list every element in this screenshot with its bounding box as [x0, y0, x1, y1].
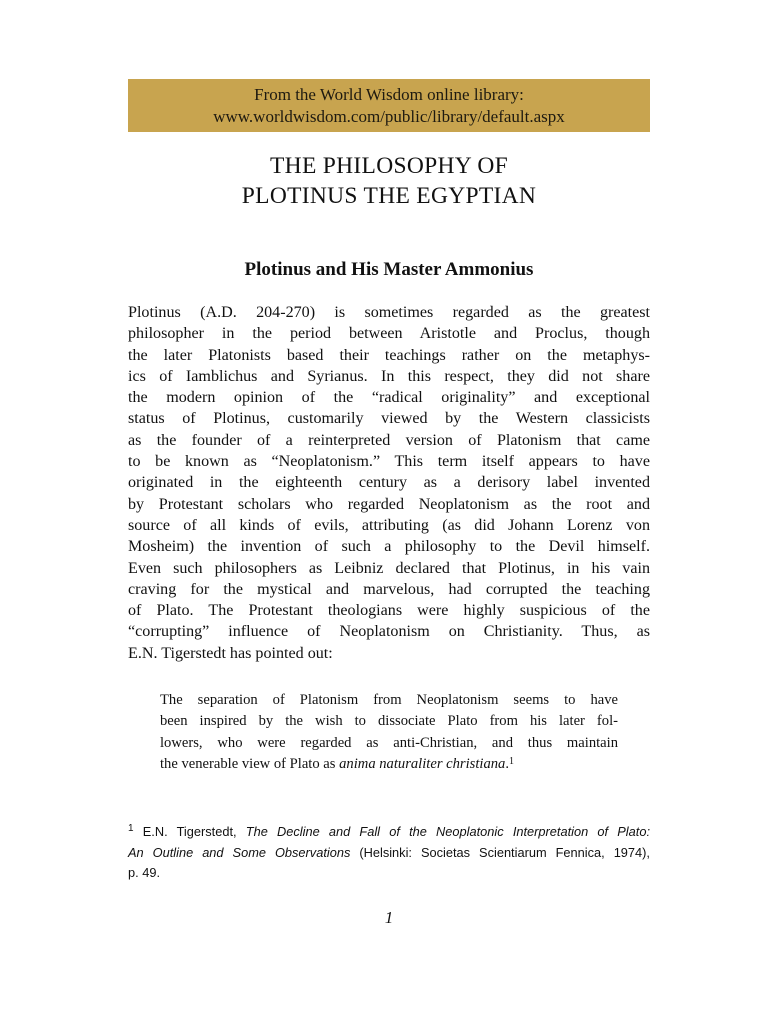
footnote-title-1: The Decline and Fall of the Neoplatonic Interpretation of Plato: — [245, 824, 650, 839]
quote-line: been inspired by the wish to dissociate Plato from his later fol- — [160, 713, 618, 730]
quote-period: . — [505, 756, 509, 773]
body-line: originated in the eighteenth century as a derisory label invented — [128, 474, 650, 492]
quote-line: lowers, who were regarded as anti-Christian, and thus maintain — [160, 734, 618, 751]
page-title — [128, 151, 650, 211]
page-number: 1 — [384, 908, 394, 927]
library-banner — [128, 79, 650, 132]
block-quote — [160, 690, 618, 776]
body-line: Plotinus (A.D. 204-270) is sometimes regarded as the greatest — [128, 304, 650, 321]
footnote-author: E.N. Tigerstedt, — [133, 824, 246, 839]
title-line-2: PLOTINUS THE EGYPTIAN — [241, 183, 537, 209]
footnote — [128, 822, 650, 884]
body-line: ics of Iamblichus and Syrianus. In this respect, they did not share — [128, 367, 650, 385]
footnote-page: p. 49. — [128, 865, 161, 880]
body-line: the later Platonists based their teachings rather on the metaphys- — [128, 346, 650, 364]
body-line: source of all kinds of evils, attributing (as did Johann Lorenz von — [128, 516, 650, 534]
body-line: Mosheim) the invention of such a philosophy to the Devil himself. — [128, 538, 650, 556]
banner-line-1: From the World Wisdom online library: — [254, 84, 524, 104]
body-line: of Plato. The Protestant theologians were highly suspicious of the — [128, 602, 650, 620]
footnote-title-2: An Outline and Some Observations — [128, 844, 351, 860]
body-line: by Protestant scholars who regarded Neoplatonism as the root and — [128, 495, 650, 513]
quote-italic-phrase: anima naturaliter christiana — [339, 756, 506, 773]
body-paragraph — [128, 302, 650, 664]
body-line: Even such philosophers as Leibniz declared that Plotinus, in his vain — [128, 559, 650, 577]
body-line: status of Plotinus, customarily viewed by the Western classicists — [128, 410, 650, 428]
body-line: to be known as “Neoplatonism.” This term itself appears to have — [128, 453, 650, 471]
footnote-line — [128, 843, 650, 864]
body-line: philosopher in the period between Aristotle and Proclus, though — [128, 325, 650, 343]
body-line: craving for the mystical and marvelous, had corrupted the teaching — [128, 580, 650, 598]
quote-last-text: the venerable view of Plato as — [160, 756, 340, 773]
quote-line — [160, 754, 618, 775]
quote-line: The separation of Platonism from Neoplatonism seems to have — [160, 692, 618, 708]
footnote-publisher: (Helsinki: Societas Scientiarum Fennica, 1974), — [350, 844, 650, 860]
banner-url[interactable]: www.worldwisdom.com/public/library/default.aspx — [213, 106, 565, 126]
footnote-line — [128, 822, 650, 843]
footnote-reference[interactable]: 1 — [509, 756, 514, 768]
title-line-1: THE PHILOSOPHY OF — [270, 153, 508, 179]
body-line: E.N. Tigerstedt has pointed out: — [128, 644, 333, 662]
footnote-mark: 1 — [128, 823, 134, 834]
body-line: “corrupting” influence of Neoplatonism on Christianity. Thus, as — [128, 623, 650, 641]
body-line: the modern opinion of the “radical originality” and exceptional — [128, 389, 650, 407]
section-heading: Plotinus and His Master Ammonius — [244, 259, 534, 280]
body-line: as the founder of a reinterpreted version of Platonism that came — [128, 431, 650, 449]
